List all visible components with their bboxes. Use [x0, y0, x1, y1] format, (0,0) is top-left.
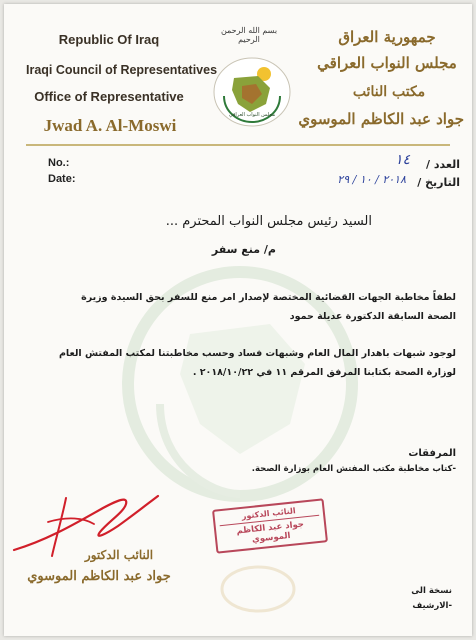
- date-value: ٢٠١٨ / ١٠ / ٢٩: [337, 173, 406, 186]
- attachments-item: -كتاب مخاطبة مكتب المفتش العام بوزارة الصحة.: [251, 464, 456, 474]
- copies-label: نسخة الى: [411, 586, 452, 596]
- stamp-line-2: جواد عبد الكاظم الموسوي: [220, 515, 322, 548]
- letter-page: [4, 4, 472, 636]
- header-ar-council: مجلس النواب العراقي: [317, 54, 457, 72]
- attachments-label: المرفقات: [408, 448, 456, 459]
- number-label-en: No.:: [48, 157, 70, 169]
- paragraph-2-line-1: لوجود شبهات باهدار المال العام وشبهات فساد وحسب مخاطبتنا لمكتب المفتش العام: [58, 348, 456, 359]
- number-label-ar: العدد /: [426, 158, 460, 171]
- header-ar-name: جواد عبد الكاظم الموسوي: [298, 110, 464, 128]
- signature-name: جواد عبد الكاظم الموسوي: [27, 569, 171, 584]
- signature-title: النائب الدكتور: [84, 548, 154, 562]
- header-council: Iraqi Council of Representatives: [26, 63, 218, 77]
- copies-item: -الارشيف: [412, 601, 452, 611]
- header-name-en: Jwad A. Al-Moswi: [43, 116, 177, 135]
- subject: م/ منع سفر: [211, 243, 276, 256]
- header-republic: Republic Of Iraq: [58, 32, 160, 47]
- basmala: بسم الله الرحمن الرحيم: [220, 26, 278, 44]
- footer-emblem: [218, 564, 298, 614]
- stamp-line-1: النائب الدكتور: [241, 506, 297, 521]
- paragraph-2-line-2: لوزارة الصحة بكتابنا المرفق المرقم ١١ في ٢٠١٨/١٠/٢٢ .: [192, 367, 456, 378]
- addressee: السيد رئيس مجلس النواب المحترم ...: [165, 214, 372, 229]
- header-office: Office of Representative: [34, 89, 184, 104]
- header-divider: [26, 144, 450, 146]
- date-label-en: Date:: [48, 173, 76, 185]
- logo-caption: مجلس النواب العراقي: [228, 112, 276, 118]
- header-ar-republic: جمهورية العراق: [338, 28, 436, 46]
- paragraph-1-line-1: لطفاً مخاطبة الجهات القضائية المختصة لإصدار امر منع للسفر بحق السيدة وزيرة: [81, 292, 456, 303]
- paragraph-1-line-2: الصحة السابقة الدكتورة عديلة حمود: [289, 311, 456, 322]
- number-value: ١٤: [394, 152, 410, 168]
- header-ar-office: مكتب النائب: [352, 84, 426, 100]
- date-label-ar: التاريخ /: [417, 176, 460, 189]
